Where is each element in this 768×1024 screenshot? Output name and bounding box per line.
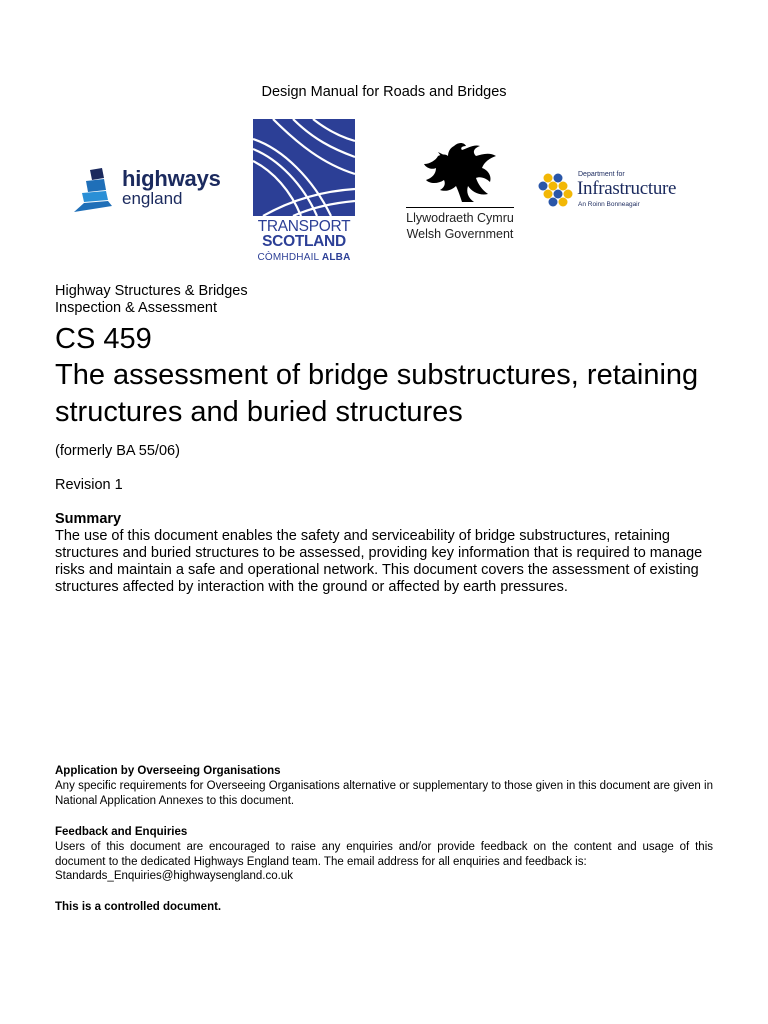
summary-heading: Summary: [55, 511, 122, 527]
highways-england-emblem-icon: [72, 166, 118, 214]
document-code: CS 459: [55, 323, 152, 355]
transport-scotland-emblem-icon: [253, 119, 355, 216]
revision-label: Revision 1: [55, 477, 123, 493]
manual-title: Design Manual for Roads and Bridges: [261, 84, 507, 100]
dfi-wordmark-big: Infrastructure: [577, 178, 677, 199]
welsh-government-wordmark-2: Welsh Government: [406, 227, 514, 241]
application-text: Any specific requirements for Overseeing Organisations alternative or supplementary to those given in this document are given in National Application Annexes to this document.: [55, 780, 713, 807]
welsh-dragon-icon: [418, 140, 502, 204]
transport-scotland-wordmark-2: SCOTLAND: [262, 233, 346, 250]
controlled-document-notice: This is a controlled document.: [55, 901, 222, 913]
series-line-2: Inspection & Assessment: [55, 300, 217, 316]
dfi-wordmark-irish: An Roinn Bonneagair: [578, 201, 640, 208]
highways-england-wordmark-1: highways: [122, 166, 221, 191]
transport-scotland-wordmark-1: TRANSPORT: [257, 218, 351, 235]
feedback-heading: Feedback and Enquiries: [55, 826, 188, 838]
welsh-government-wordmark-1: Llywodraeth Cymru: [406, 211, 514, 225]
dfi-wordmark-small: Department for: [578, 171, 625, 178]
summary-text: The use of this document enables the safety and serviceability of bridge substructures, retaining structures and buried structures to be assessed, providing key information that is required to manage risks and maintain a safe and operational network. This document covers the assessment of existing structures affected by interaction with the ground or affected by earth pressures.: [55, 528, 703, 595]
formerly-note: (formerly BA 55/06): [55, 443, 180, 459]
transport-scotland-logo: [253, 119, 355, 265]
application-heading: Application by Overseeing Organisations: [55, 765, 281, 777]
highways-england-logo: [72, 166, 232, 216]
welsh-government-rule: [406, 207, 514, 208]
welsh-government-logo: [400, 140, 520, 245]
dfi-logo: [536, 170, 696, 212]
document-title: The assessment of bridge substructures, retaining structures and buried structures: [55, 359, 699, 428]
feedback-text: Users of this document are encouraged to raise any enquiries and/or provide feedback on the content and usage of this document to the dedicated Highways England team. The email address for all enquiries and feedback is:: [55, 841, 713, 868]
highways-england-wordmark-2: england: [122, 189, 183, 208]
dfi-hexagon-cluster-icon: [536, 172, 574, 208]
document-series: [55, 283, 248, 317]
transport-scotland-wordmark-3: CÒMHDHAIL ALBA: [257, 252, 351, 263]
feedback-email-link[interactable]: Standards_Enquiries@highwaysengland.co.uk: [55, 870, 293, 882]
series-line-1: Highway Structures & Bridges: [55, 283, 248, 299]
